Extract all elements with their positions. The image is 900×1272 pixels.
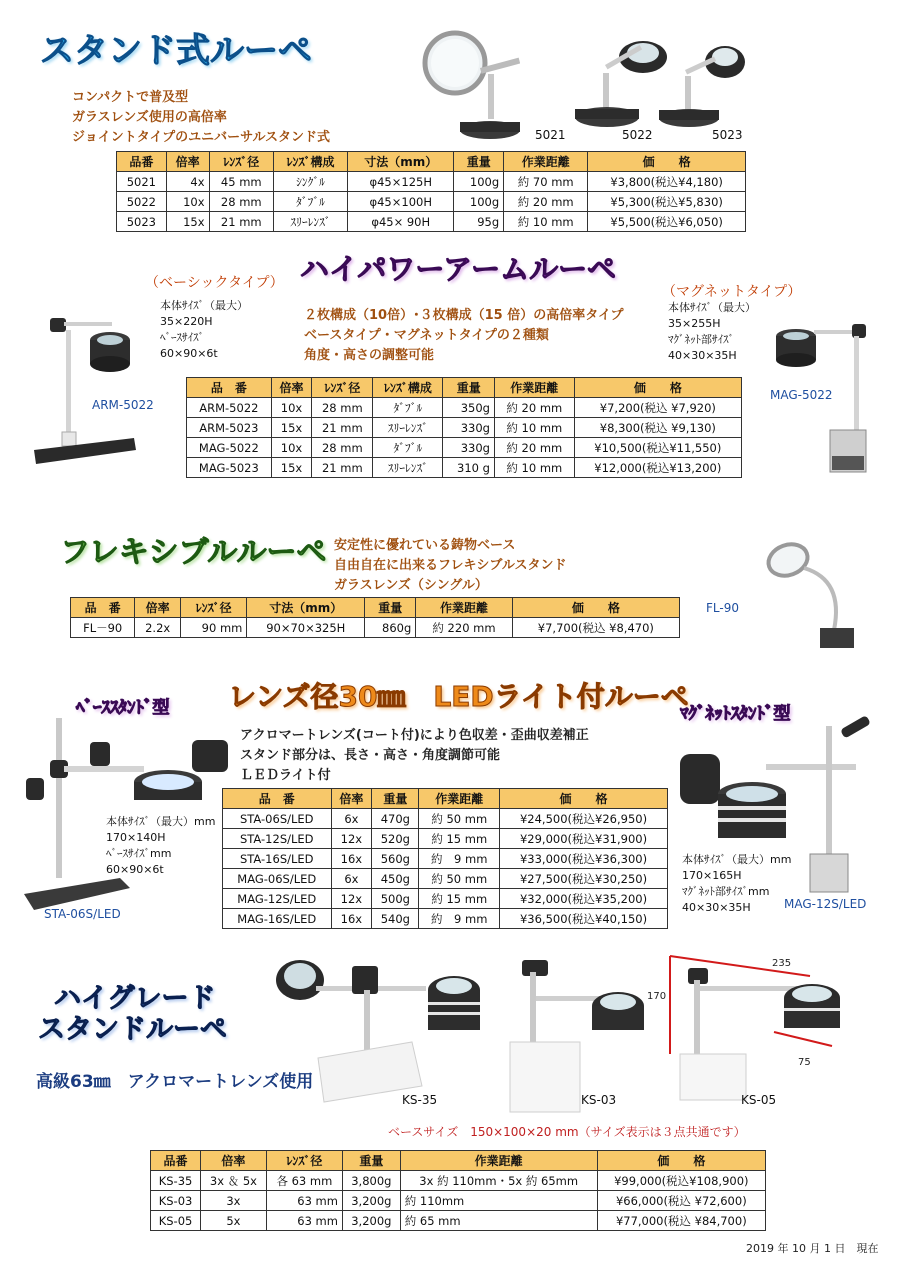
section1-title: スタンド式ルーペ [40, 31, 312, 71]
ks-35-image [272, 946, 482, 1116]
magnet-stand-label: ﾏｸﾞﾈｯﾄｽﾀﾝﾄﾞ型 [680, 704, 791, 724]
table-row: MAG-16S/LED 16x 540g 約 9 mm ¥36,500(税込¥40,150) [223, 909, 668, 929]
base-size-note: ベースサイズ 150×100×20 mm（サイズ表示は３点共通です） [388, 1125, 746, 1139]
fl-90-code: FL-90 [706, 601, 739, 615]
section3-description: 安定性に優れている鋳物ベース 自由自在に出来るフレキシブルスタンド ガラスレンズ（シングル） [334, 538, 567, 593]
table-row: MAG-12S/LED 12x 500g 約 15 mm ¥32,000(税込¥35,200) [223, 889, 668, 909]
fl-90-image [764, 540, 864, 655]
ks-05-depth-dim: 75 [798, 1057, 811, 1068]
table-row: MAG-5023 15x 21 mm ｽﾘｰﾚﾝｽﾞ 310 g 約 10 mm ¥12,000(税込¥13,200) [187, 458, 742, 478]
table-header-row: 品番 倍率 ﾚﾝｽﾞ径 ﾚﾝｽﾞ構成 寸法（mm） 重量 作業距離 価 格 [117, 152, 746, 172]
table-header-row: 品 番 倍率 ﾚﾝｽﾞ径 寸法（mm） 重量 作業距離 価 格 [71, 598, 680, 618]
table-row: KS-35 3x ＆ 5x 各 63 mm 3,800g 3x 約 110mm・5x 約 65mm ¥99,000(税込¥108,900) [151, 1171, 766, 1191]
table-header-row: 品 番 倍率 重量 作業距離 価 格 [223, 789, 668, 809]
ks-05-height-dim: 170 [647, 991, 667, 1002]
ks-05-code: KS-05 [741, 1093, 777, 1107]
ks-03-code: KS-03 [581, 1093, 617, 1107]
section5-subtitle: 高級63㎜ アクロマートレンズ使用 [36, 1072, 314, 1092]
stand-loupe-5023-image [655, 40, 750, 130]
basic-type-spec: 本体ｻｲｽﾞ（最大） 35×220H ﾍﾞｰｽｻｲｽﾞ 60×90×6t [160, 299, 248, 360]
section2-description: ２枚構成（10倍）･３枚構成（15 倍）の高倍率タイプ ベースタイプ・マグネットタイプの２種類 角度・高さの調整可能 [304, 308, 624, 363]
section3-title: フレキシブルルーペ [60, 535, 327, 570]
table-row: ARM-5023 15x 21 mm ｽﾘｰﾚﾝｽﾞ 330g 約 10 mm ¥8,300(税込 ¥9,130) [187, 418, 742, 438]
ks-03-image [500, 946, 650, 1116]
code-5022-label: 5022 [622, 128, 653, 142]
section5-title-line1: ハイグレード [54, 983, 216, 1014]
magnet-type-spec: 本体ｻｲｽﾞ（最大） 35×255H ﾏｸﾞﾈｯﾄ部ｻｲｽﾞ 40×30×35H [668, 301, 756, 362]
mag-5022-code: MAG-5022 [770, 388, 833, 402]
table-row: STA-12S/LED 12x 520g 約 15 mm ¥29,000(税込¥31,900) [223, 829, 668, 849]
section1-table [116, 151, 746, 232]
ks-05-image [664, 946, 854, 1106]
base-stand-label: ﾍﾞｰｽｽﾀﾝﾄﾞ型 [76, 698, 170, 718]
section4-description: アクロマートレンズ(コート付)により色収差・歪曲収差補正 スタンド部分は、長さ・高さ・角度調節可能 ＬＥＤライト付 [240, 728, 589, 783]
table-row: KS-05 5x 63 mm 3,200g 約 65 mm ¥77,000(税込 ¥84,700) [151, 1211, 766, 1231]
stand-loupe-5021-image [420, 30, 520, 142]
table-row: FL－90 2.2x 90 mm 90×70×325H 860g 約 220 mm ¥7,700(税込 ¥8,470) [71, 618, 680, 638]
section5-table [150, 1150, 766, 1231]
table-row: MAG-06S/LED 6x 450g 約 50 mm ¥27,500(税込¥30,250) [223, 869, 668, 889]
table-row: 5021 4x 45 mm ｼﾝｸﾞﾙ φ45×125H 100g 約 70 mm ¥3,800(税込¥4,180) [117, 172, 746, 192]
table-row: STA-06S/LED 6x 470g 約 50 mm ¥24,500(税込¥26,950) [223, 809, 668, 829]
table-row: ARM-5022 10x 28 mm ﾀﾞﾌﾞﾙ 350g 約 20 mm ¥7,200(税込 ¥7,920) [187, 398, 742, 418]
section5-title-line2: スタンドルーペ [38, 1014, 227, 1045]
section4-table [222, 788, 668, 929]
ks-35-code: KS-35 [402, 1093, 438, 1107]
arm-5022-image [28, 300, 140, 470]
table-row: MAG-5022 10x 28 mm ﾀﾞﾌﾞﾙ 330g 約 20 mm ¥10,500(税込¥11,550) [187, 438, 742, 458]
base-stand-spec: 本体ｻｲｽﾞ（最大）mm 170×140H ﾍﾞｰｽｻｲｽﾞmm 60×90×6t [106, 815, 216, 876]
mag-12s-led-code: MAG-12S/LED [784, 897, 867, 911]
code-5021-label: 5021 [535, 128, 566, 142]
table-row: KS-03 3x 63 mm 3,200g 約 110mm ¥66,000(税込 ¥72,600) [151, 1191, 766, 1211]
date-footer: 2019 年 10 月 1 日 現在 [746, 1242, 879, 1255]
section2-title: ハイパワーアームルーペ [300, 252, 617, 286]
ks-05-width-dim: 235 [772, 958, 792, 969]
basic-type-label: （ベーシックタイプ） [145, 275, 284, 291]
table-row: STA-16S/LED 16x 560g 約 9 mm ¥33,000(税込¥36,300) [223, 849, 668, 869]
code-5023-label: 5023 [712, 128, 743, 142]
table-row: 5023 15x 21 mm ｽﾘｰﾚﾝｽﾞ φ45× 90H 95g 約 10 mm ¥5,500(税込¥6,050) [117, 212, 746, 232]
section2-table [186, 377, 742, 478]
table-row: 5022 10x 28 mm ﾀﾞﾌﾞﾙ φ45×100H 100g 約 20 mm ¥5,300(税込¥5,830) [117, 192, 746, 212]
arm-5022-code: ARM-5022 [92, 398, 154, 412]
sta-06s-led-code: STA-06S/LED [44, 907, 121, 921]
table-header-row: 品 番 倍率 ﾚﾝｽﾞ径 ﾚﾝｽﾞ構成 重量 作業距離 価 格 [187, 378, 742, 398]
sta-06s-led-image [20, 712, 240, 912]
magnet-type-label: （マグネットタイプ） [662, 284, 802, 300]
magnet-stand-spec: 本体ｻｲｽﾞ（最大）mm 170×165H ﾏｸﾞﾈｯﾄ部ｻｲｽﾞmm 40×30×35H [682, 853, 792, 914]
table-header-row: 品番 倍率 ﾚﾝｽﾞ径 重量 作業距離 価 格 [151, 1151, 766, 1171]
section1-description: コンパクトで普及型 ガラスレンズ使用の高倍率 ジョイントタイプのユニバーサルスタンド式 [72, 90, 331, 145]
section4-title: レンズ径30㎜ LEDライト付ルーペ [228, 680, 689, 713]
section3-table [70, 597, 680, 638]
